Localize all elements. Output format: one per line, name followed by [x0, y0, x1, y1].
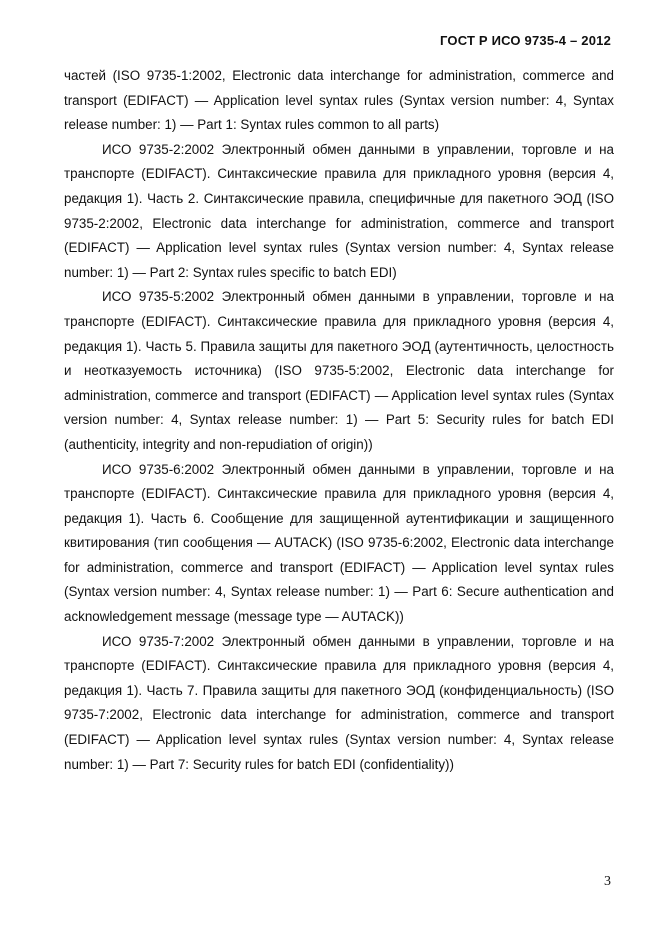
paragraph-iso-9735-6: ИСО 9735-6:2002 Электронный обмен данными в управлении, торговле и на транспорте (EDIFACT). Синтаксические правила для прикладного уровня (версия 4, редакция 1). Часть 6. Сообщение для защищенной аутентификации и защищенного квитирования (тип сообщения — AUTACK) (ISO 9735-6:2002, Electronic data interchange for administration, commerce and transport (EDIFACT) — Application level syntax rules (Syntax version number: 4, Syntax release number: 1) — Part 6: Secure authentication and acknowledgement message (message type — AUTACK)) — [64, 461, 614, 625]
document-body — [64, 64, 614, 777]
paragraph-iso-9735-7: ИСО 9735-7:2002 Электронный обмен данными в управлении, торговле и на транспорте (EDIFACT). Синтаксические правила для прикладного уровня (версия 4, редакция 1). Часть 7. Правила защиты для пакетного ЭОД (конфиденциальность) (ISO 9735-7:2002, Electronic data interchange for administration, commerce and transport (EDIFACT) — Application level syntax rules (Syntax version number: 4, Syntax release number: 1) — Part 7: Security rules for batch EDI (confidentiality)) — [64, 633, 614, 772]
paragraph-iso-9735-1-continuation: частей (ISO 9735-1:2002, Electronic data interchange for administration, commerce and transport (EDIFACT) — Application level syntax rules (Syntax version number: 4, Syntax release number: 1) — Part 1: Syntax rules common to all parts) — [64, 68, 614, 133]
document-header-standard-code: ГОСТ Р ИСО 9735-4 – 2012 — [440, 33, 611, 48]
paragraph-iso-9735-5: ИСО 9735-5:2002 Электронный обмен данными в управлении, торговле и на транспорте (EDIFACT). Синтаксические правила для прикладного уровня (версия 4, редакция 1). Часть 5. Правила защиты для пакетного ЭОД (аутентичность, целостность и неотказуемость источника) (ISO 9735-5:2002, Electronic data interchange for administration, commerce and transport (EDIFACT) — Application level syntax rules (Syntax version number: 4, Syntax release number: 1) — Part 5: Security rules for batch EDI (authenticity, integrity and non-repudiation of origin)) — [64, 289, 614, 452]
paragraph-iso-9735-2: ИСО 9735-2:2002 Электронный обмен данными в управлении, торговле и на транспорте (EDIFACT). Синтаксические правила для прикладного уровня (версия 4, редакция 1). Часть 2. Синтаксические правила, специфичные для пакетного ЭОД (ISO 9735-2:2002, Electronic data interchange for administration, commerce and transport (EDIFACT) — Application level syntax rules (Syntax version number: 4, Syntax release number: 1) — Part 2: Syntax rules specific to batch EDI) — [64, 141, 614, 280]
page-number: 3 — [604, 874, 611, 889]
